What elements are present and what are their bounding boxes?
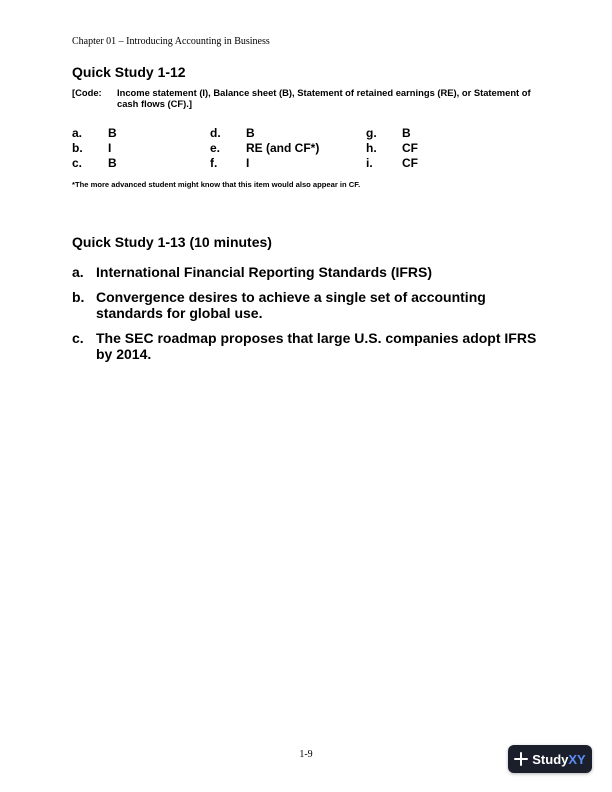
studyxy-badge[interactable] <box>508 745 592 773</box>
answer-letter: d. <box>210 126 221 140</box>
badge-label-study: Study <box>532 751 569 767</box>
answer-value: B <box>108 126 117 140</box>
answer-value: I <box>246 156 250 170</box>
answer-value: RE (and CF*) <box>246 141 320 155</box>
footnote: *The more advanced student might know that this item would also appear in CF. <box>72 180 361 189</box>
answer-letter: c. <box>72 156 83 170</box>
list-item-letter: a. <box>72 264 84 280</box>
answer-letter: g. <box>366 126 377 140</box>
code-text: Income statement (I), Balance sheet (B), Statement of retained earnings (RE), or Statement of cash flows (CF).] <box>117 87 531 109</box>
code-label: [Code: <box>72 87 102 98</box>
answer-value: B <box>402 126 411 140</box>
answer-row <box>72 126 472 141</box>
answer-row <box>72 156 472 171</box>
answer-grid <box>72 126 472 171</box>
list-item-text: The SEC roadmap proposes that large U.S. companies adopt IFRS by 2014. <box>96 330 537 362</box>
list-item-text: International Financial Reporting Standards (IFRS) <box>96 264 433 280</box>
badge-label-xy: XY <box>568 751 586 767</box>
answer-letter: a. <box>72 126 83 140</box>
answer-letter: f. <box>210 156 218 170</box>
answer-letter: h. <box>366 141 377 155</box>
list-item-letter: c. <box>72 330 84 346</box>
quick-study-13-list <box>72 264 542 371</box>
answer-value: B <box>246 126 255 140</box>
badge-label <box>532 752 585 767</box>
answer-letter: e. <box>210 141 221 155</box>
answer-value: B <box>108 156 117 170</box>
answer-letter: i. <box>366 156 373 170</box>
answer-value: I <box>108 141 112 155</box>
answer-row <box>72 141 472 156</box>
page-number: 1-9 <box>299 749 313 760</box>
list-item <box>72 330 542 362</box>
quick-study-12-title: Quick Study 1-12 <box>72 64 186 80</box>
answer-value: CF <box>402 141 418 155</box>
answer-letter: b. <box>72 141 83 155</box>
plus-icon <box>514 752 528 766</box>
list-item <box>72 289 542 321</box>
list-item <box>72 264 542 280</box>
answer-value: CF <box>402 156 418 170</box>
chapter-header: Chapter 01 – Introducing Accounting in Business <box>72 36 270 47</box>
list-item-letter: b. <box>72 289 85 305</box>
quick-study-13-title: Quick Study 1-13 (10 minutes) <box>72 234 272 250</box>
list-item-text: Convergence desires to achieve a single set of accounting standards for global use. <box>96 289 486 321</box>
